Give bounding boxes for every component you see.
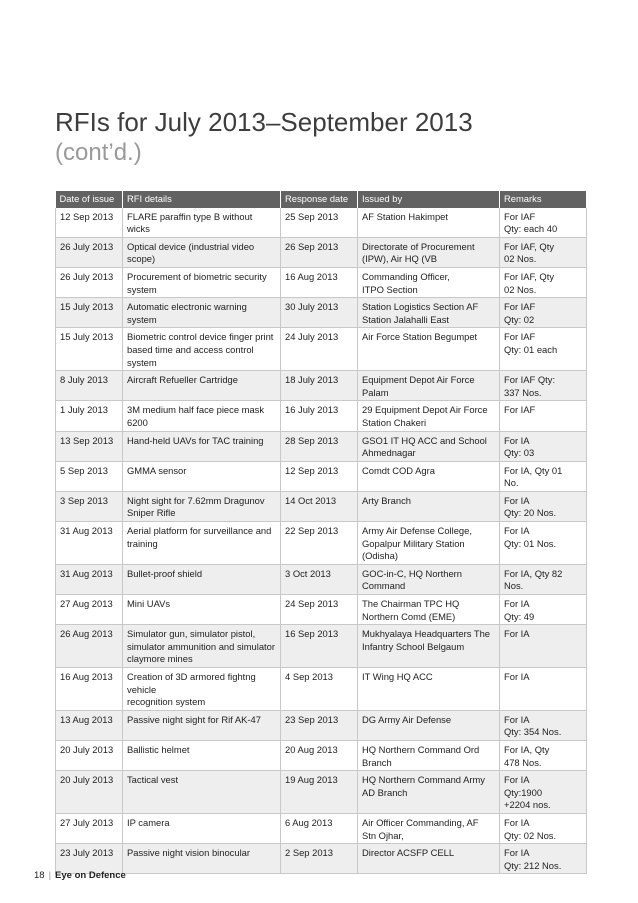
- publication-name: Eye on Defence: [55, 870, 126, 881]
- cell-date-of-issue: 8 July 2013: [56, 371, 123, 401]
- cell-issued-by: IT Wing HQ ACC: [358, 668, 500, 711]
- cell-remarks: For IAF: [500, 401, 587, 431]
- table-row: [56, 491, 587, 521]
- table-row: [56, 267, 587, 297]
- cell-response-date: 16 Sep 2013: [281, 625, 358, 668]
- cell-remarks: For IA Qty: 354 Nos.: [500, 710, 587, 740]
- cell-date-of-issue: 20 July 2013: [56, 771, 123, 814]
- cell-issued-by: HQ Northern Command Ord Branch: [358, 740, 500, 770]
- cell-response-date: 14 Oct 2013: [281, 491, 358, 521]
- cell-response-date: 20 Aug 2013: [281, 740, 358, 770]
- cell-remarks: For IA: [500, 625, 587, 668]
- cell-date-of-issue: 31 Aug 2013: [56, 564, 123, 594]
- table-row: [56, 371, 587, 401]
- cell-issued-by: DG Army Air Defense: [358, 710, 500, 740]
- cell-rfi-details: FLARE paraffin type B without wicks: [123, 208, 281, 238]
- cell-remarks: For IA Qty:1900 +2204 nos.: [500, 771, 587, 814]
- cell-rfi-details: 3M medium half face piece mask 6200: [123, 401, 281, 431]
- cell-issued-by: HQ Northern Command Army AD Branch: [358, 771, 500, 814]
- cell-issued-by: Air Officer Commanding, AF Stn Ojhar,: [358, 813, 500, 843]
- cell-response-date: 12 Sep 2013: [281, 461, 358, 491]
- table-row: [56, 625, 587, 668]
- page-footer: [34, 870, 126, 881]
- table-row: [56, 522, 587, 565]
- cell-issued-by: Station Logistics Section AF Station Jalahalli East: [358, 298, 500, 328]
- table-row: [56, 668, 587, 711]
- cell-response-date: 24 Sep 2013: [281, 595, 358, 625]
- page-number: 18: [34, 870, 45, 881]
- cell-date-of-issue: 15 July 2013: [56, 298, 123, 328]
- cell-date-of-issue: 27 Aug 2013: [56, 595, 123, 625]
- cell-issued-by: Directorate of Procurement (IPW), Air HQ (VB: [358, 237, 500, 267]
- table-row: [56, 771, 587, 814]
- cell-response-date: 6 Aug 2013: [281, 813, 358, 843]
- cell-rfi-details: Night sight for 7.62mm Dragunov Sniper Rifle: [123, 491, 281, 521]
- cell-date-of-issue: 26 July 2013: [56, 267, 123, 297]
- cell-remarks: For IA Qty: 02 Nos.: [500, 813, 587, 843]
- cell-rfi-details: Aerial platform for surveillance and training: [123, 522, 281, 565]
- rfi-table: [55, 191, 587, 874]
- cell-response-date: 18 July 2013: [281, 371, 358, 401]
- cell-date-of-issue: 12 Sep 2013: [56, 208, 123, 238]
- cell-remarks: For IAF Qty: each 40: [500, 208, 587, 238]
- cell-rfi-details: Simulator gun, simulator pistol, simulator ammunition and simulator claymore mines: [123, 625, 281, 668]
- cell-response-date: 26 Sep 2013: [281, 237, 358, 267]
- cell-date-of-issue: 27 July 2013: [56, 813, 123, 843]
- header-rfi-details: RFI details: [123, 191, 281, 208]
- cell-response-date: 28 Sep 2013: [281, 431, 358, 461]
- table-row: [56, 564, 587, 594]
- cell-rfi-details: Procurement of biometric security system: [123, 267, 281, 297]
- table-row: [56, 595, 587, 625]
- cell-date-of-issue: 16 Aug 2013: [56, 668, 123, 711]
- cell-issued-by: The Chairman TPC HQ Northern Comd (EME): [358, 595, 500, 625]
- cell-date-of-issue: 20 July 2013: [56, 740, 123, 770]
- table-row: [56, 813, 587, 843]
- cell-date-of-issue: 31 Aug 2013: [56, 522, 123, 565]
- cell-date-of-issue: 26 Aug 2013: [56, 625, 123, 668]
- cell-issued-by: Comdt COD Agra: [358, 461, 500, 491]
- cell-date-of-issue: 1 July 2013: [56, 401, 123, 431]
- cell-rfi-details: Automatic electronic warning system: [123, 298, 281, 328]
- cell-remarks: For IA Qty: 49: [500, 595, 587, 625]
- cell-date-of-issue: 23 July 2013: [56, 844, 123, 874]
- cell-rfi-details: Passive night sight for Rif AK-47: [123, 710, 281, 740]
- table-row: [56, 401, 587, 431]
- cell-rfi-details: Biometric control device finger print based time and access control system: [123, 328, 281, 371]
- cell-response-date: 2 Sep 2013: [281, 844, 358, 874]
- cell-issued-by: Army Air Defense College, Gopalpur Military Station (Odisha): [358, 522, 500, 565]
- cell-rfi-details: Tactical vest: [123, 771, 281, 814]
- cell-response-date: 16 July 2013: [281, 401, 358, 431]
- cell-issued-by: GSO1 IT HQ ACC and School Ahmednagar: [358, 431, 500, 461]
- rfi-table-body: [56, 208, 587, 874]
- table-row: [56, 208, 587, 238]
- page-title: RFIs for July 2013–September 2013: [55, 107, 473, 137]
- cell-issued-by: Commanding Officer, ITPO Section: [358, 267, 500, 297]
- cell-rfi-details: Passive night vision binocular: [123, 844, 281, 874]
- cell-response-date: 19 Aug 2013: [281, 771, 358, 814]
- cell-issued-by: Arty Branch: [358, 491, 500, 521]
- cell-response-date: 3 Oct 2013: [281, 564, 358, 594]
- cell-remarks: For IAF Qty: 337 Nos.: [500, 371, 587, 401]
- cell-remarks: For IA, Qty 01 No.: [500, 461, 587, 491]
- cell-rfi-details: Aircraft Refueller Cartridge: [123, 371, 281, 401]
- cell-issued-by: Air Force Station Begumpet: [358, 328, 500, 371]
- cell-remarks: For IA Qty: 01 Nos.: [500, 522, 587, 565]
- cell-rfi-details: IP camera: [123, 813, 281, 843]
- title-block: [55, 107, 473, 168]
- cell-issued-by: Director ACSFP CELL: [358, 844, 500, 874]
- cell-response-date: 24 July 2013: [281, 328, 358, 371]
- cell-rfi-details: Bullet-proof shield: [123, 564, 281, 594]
- header-date-of-issue: Date of issue: [56, 191, 123, 208]
- header-response-date: Response date: [281, 191, 358, 208]
- cell-remarks: For IA Qty: 03: [500, 431, 587, 461]
- table-row: [56, 710, 587, 740]
- cell-issued-by: Mukhyalaya Headquarters The Infantry School Belgaum: [358, 625, 500, 668]
- page-subtitle: (cont’d.): [55, 139, 142, 166]
- cell-date-of-issue: 13 Aug 2013: [56, 710, 123, 740]
- table-row: [56, 461, 587, 491]
- cell-date-of-issue: 13 Sep 2013: [56, 431, 123, 461]
- cell-response-date: 16 Aug 2013: [281, 267, 358, 297]
- cell-response-date: 22 Sep 2013: [281, 522, 358, 565]
- cell-response-date: 30 July 2013: [281, 298, 358, 328]
- cell-response-date: 25 Sep 2013: [281, 208, 358, 238]
- footer-separator: |: [48, 870, 52, 881]
- header-row: [56, 191, 587, 208]
- cell-date-of-issue: 3 Sep 2013: [56, 491, 123, 521]
- header-issued-by: Issued by: [358, 191, 500, 208]
- cell-rfi-details: Optical device (industrial video scope): [123, 237, 281, 267]
- cell-response-date: 23 Sep 2013: [281, 710, 358, 740]
- table-row: [56, 431, 587, 461]
- table-row: [56, 740, 587, 770]
- cell-issued-by: AF Station Hakimpet: [358, 208, 500, 238]
- table-row: [56, 328, 587, 371]
- rfi-table-header: [56, 191, 587, 208]
- cell-issued-by: GOC-in-C, HQ Northern Command: [358, 564, 500, 594]
- cell-remarks: For IA, Qty 478 Nos.: [500, 740, 587, 770]
- cell-remarks: For IAF, Qty 02 Nos.: [500, 237, 587, 267]
- cell-rfi-details: Creation of 3D armored fightng vehicle recognition system: [123, 668, 281, 711]
- table-row: [56, 298, 587, 328]
- cell-remarks: For IAF Qty: 02: [500, 298, 587, 328]
- cell-date-of-issue: 15 July 2013: [56, 328, 123, 371]
- cell-response-date: 4 Sep 2013: [281, 668, 358, 711]
- table-row: [56, 237, 587, 267]
- cell-rfi-details: Mini UAVs: [123, 595, 281, 625]
- cell-remarks: For IA Qty: 20 Nos.: [500, 491, 587, 521]
- cell-date-of-issue: 26 July 2013: [56, 237, 123, 267]
- header-remarks: Remarks: [500, 191, 587, 208]
- cell-issued-by: 29 Equipment Depot Air Force Station Chakeri: [358, 401, 500, 431]
- cell-rfi-details: GMMA sensor: [123, 461, 281, 491]
- cell-remarks: For IAF, Qty 02 Nos.: [500, 267, 587, 297]
- cell-rfi-details: Hand-held UAVs for TAC training: [123, 431, 281, 461]
- cell-remarks: For IA Qty: 212 Nos.: [500, 844, 587, 874]
- table-row: [56, 844, 587, 874]
- cell-remarks: For IAF Qty: 01 each: [500, 328, 587, 371]
- cell-rfi-details: Ballistic helmet: [123, 740, 281, 770]
- cell-issued-by: Equipment Depot Air Force Palam: [358, 371, 500, 401]
- cell-date-of-issue: 5 Sep 2013: [56, 461, 123, 491]
- cell-remarks: For IA: [500, 668, 587, 711]
- cell-remarks: For IA, Qty 82 Nos.: [500, 564, 587, 594]
